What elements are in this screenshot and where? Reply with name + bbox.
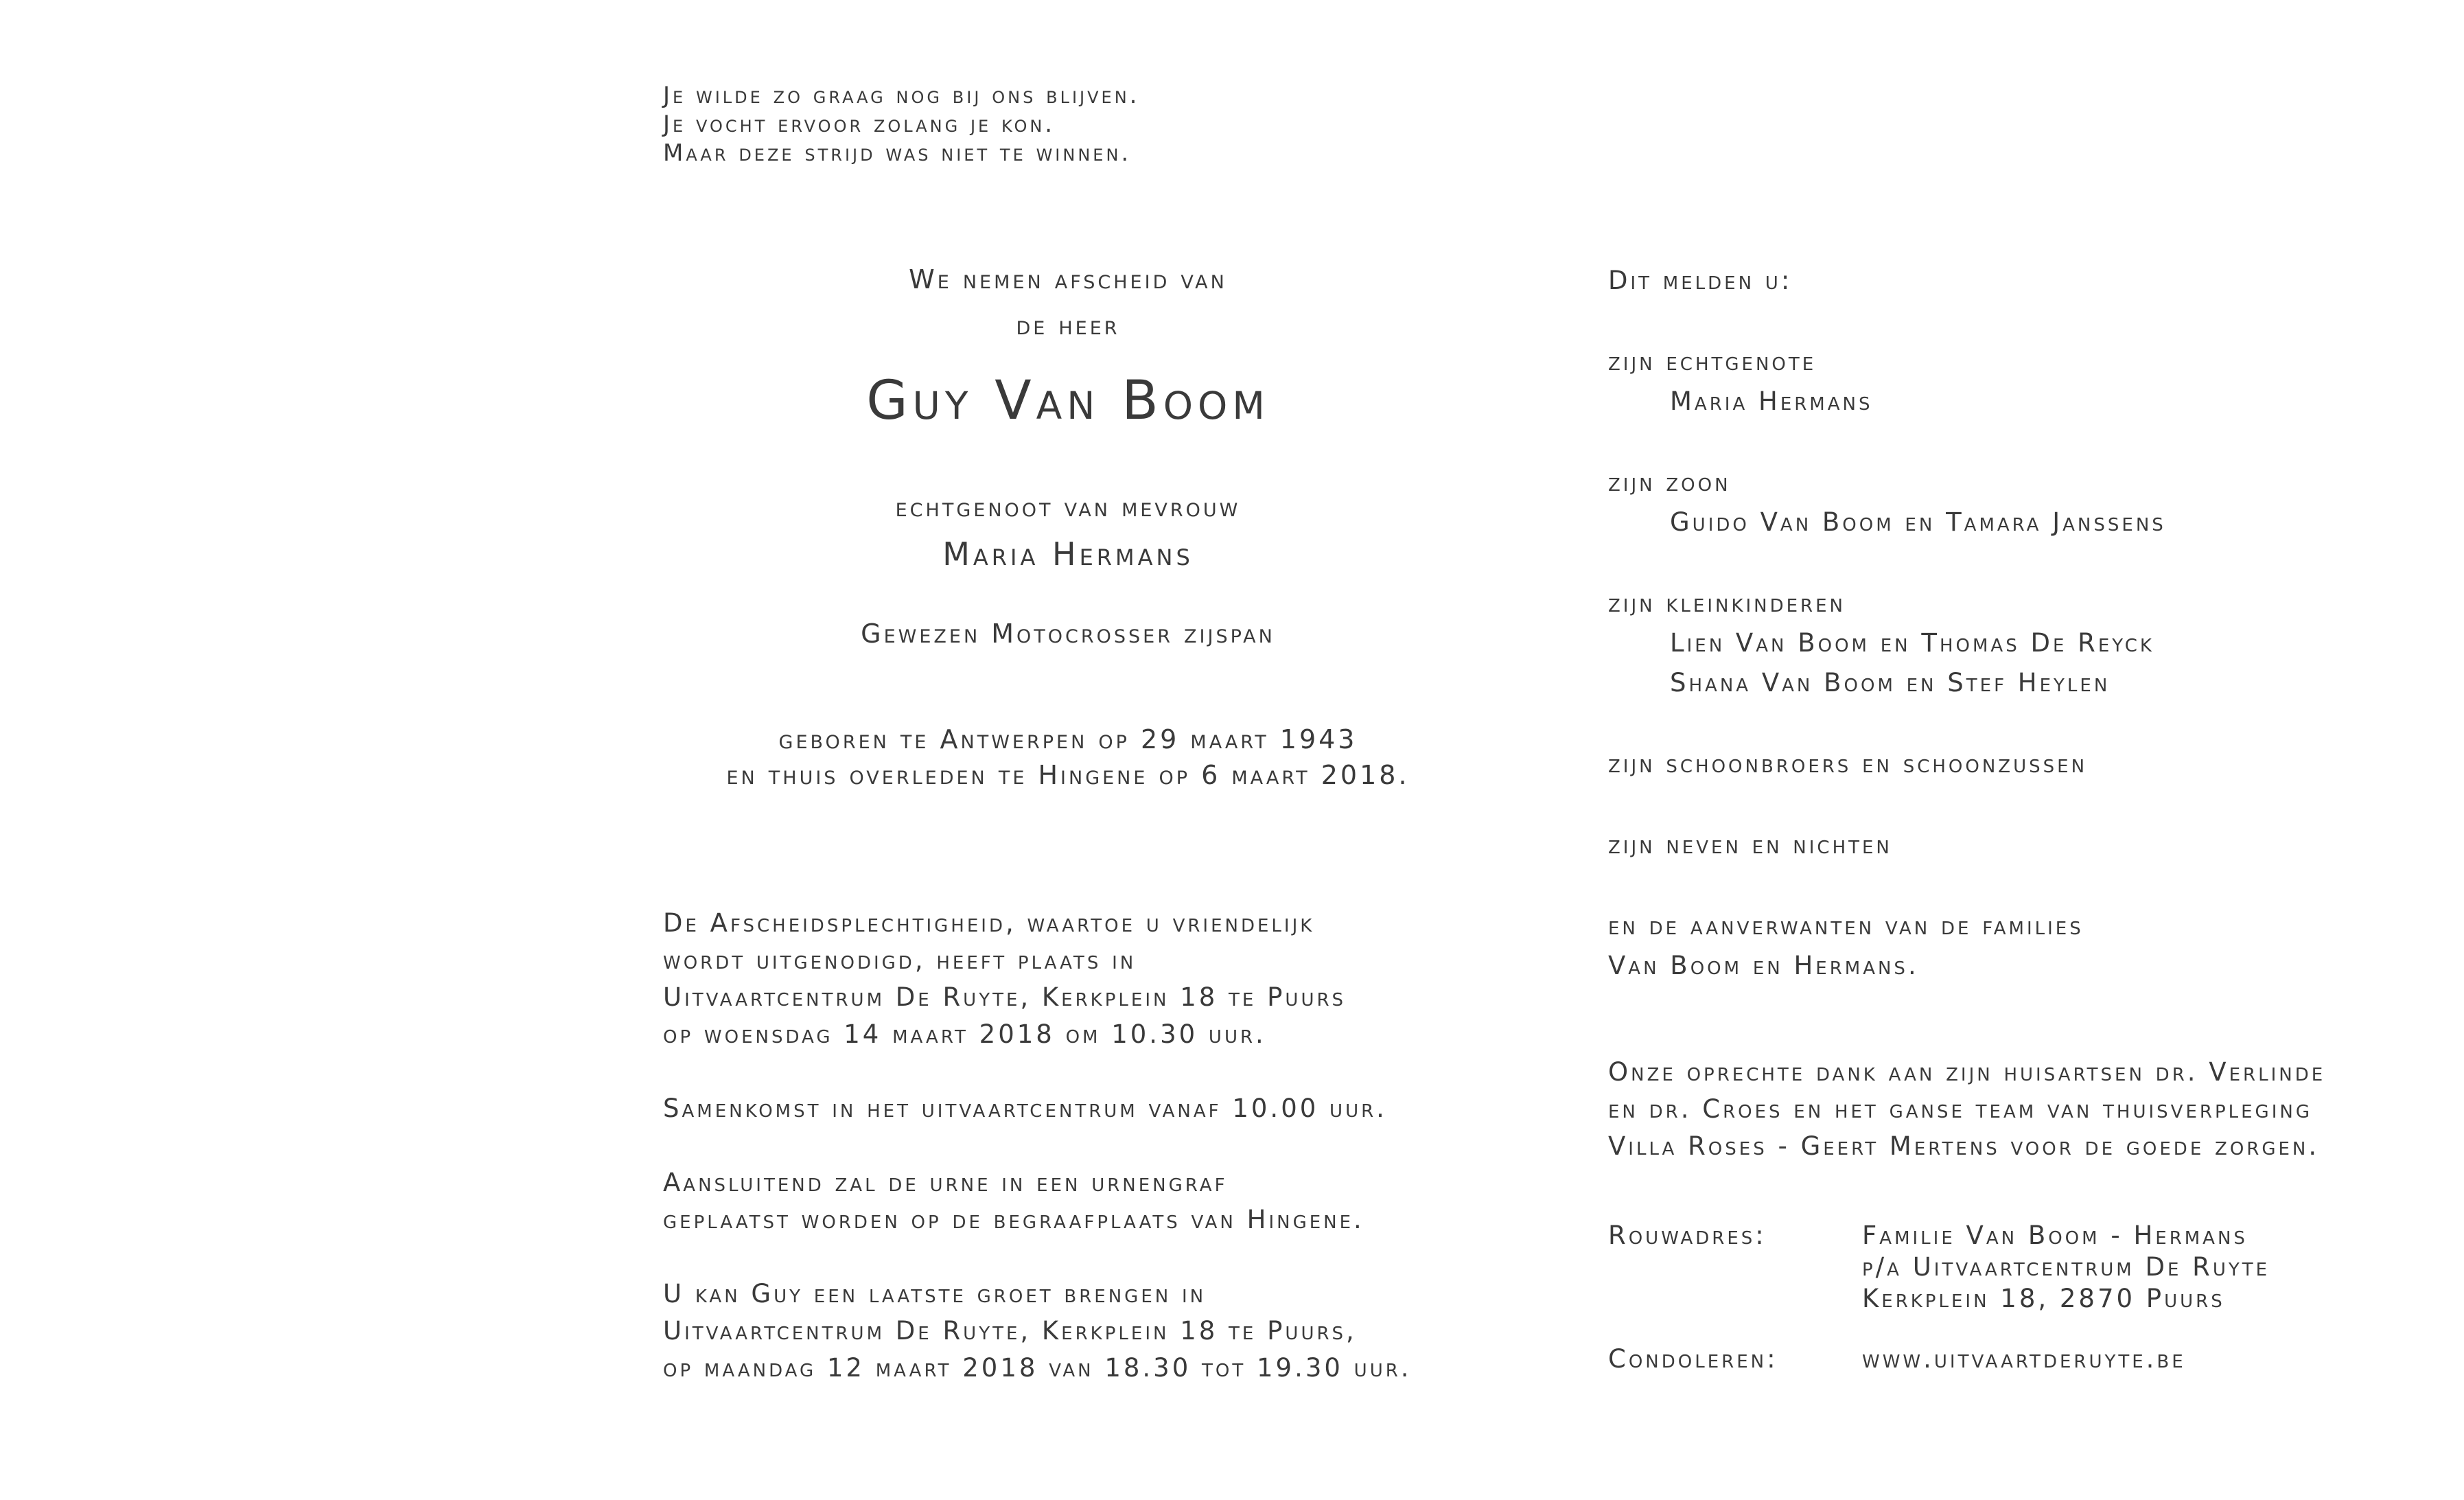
grandchildren-group xyxy=(1608,584,2432,703)
ceremony-line: geplaatst worden op de begraafplaats van Hingene. xyxy=(663,1205,1364,1234)
visitation-paragraph xyxy=(663,1276,1412,1387)
poem-line: Maar deze strijd was niet te winnen. xyxy=(663,139,1132,167)
ceremony-line: op maandag 12 maart 2018 van 18.30 tot 19.30 uur. xyxy=(663,1353,1412,1383)
wife-label: zijn echtgenote xyxy=(1608,347,1817,376)
ceremony-line: Samenkomst in het uitvaartcentrum vanaf 10.00 uur. xyxy=(663,1094,1387,1123)
ceremony-line: Uitvaartcentrum De Ruyte, Kerkplein 18 te Puurs xyxy=(663,982,1347,1012)
death-info: en thuis overleden te Hingene op 6 maart 2018. xyxy=(726,760,1410,790)
wife-group xyxy=(1608,342,2432,422)
spouse-name: Maria Hermans xyxy=(942,535,1194,573)
poem-line: Je vocht ervoor zolang je kon. xyxy=(663,111,1056,138)
address-line: Kerkplein 18, 2870 Puurs xyxy=(1862,1284,2225,1313)
relatives-group xyxy=(1608,906,2432,986)
farewell-text: We nemen afscheid van xyxy=(909,264,1227,295)
ceremony-line: U kan Guy een laatste groet brengen in xyxy=(663,1279,1207,1308)
ceremony-line: Uitvaartcentrum De Ruyte, Kerkplein 18 te Puurs, xyxy=(663,1316,1357,1346)
relatives-families: Van Boom en Hermans. xyxy=(1608,951,1919,980)
gathering-paragraph xyxy=(663,1090,1412,1127)
poem xyxy=(663,81,1139,168)
thanks-line: Villa Roses - Geert Mertens voor de goede zorgen. xyxy=(1608,1131,2320,1161)
son-label: zijn zoon xyxy=(1608,468,1731,497)
ceremony-line: op woensdag 14 maart 2018 om 10.30 uur. xyxy=(663,1019,1266,1049)
son-group xyxy=(1608,463,2432,542)
deceased-name: Guy Van Boom xyxy=(866,370,1270,432)
cousins-text: zijn neven en nichten xyxy=(1608,830,1892,859)
cousins-group xyxy=(1608,825,2432,865)
announcers xyxy=(1608,261,2432,1027)
ceremony-line: Aansluitend zal de urne in een urnengraf xyxy=(663,1168,1228,1197)
grandchildren-label: zijn kleinkinderen xyxy=(1608,588,1846,618)
condolence-label: Condoleren: xyxy=(1608,1344,1778,1374)
inlaws-group xyxy=(1608,744,2432,784)
grandchild-name: Lien Van Boom en Thomas De Reyck xyxy=(1670,628,2154,658)
condolence-website-link[interactable]: www.uitvaartderuyte.be xyxy=(1862,1344,2186,1374)
relatives-text: en de aanverwanten van de families xyxy=(1608,911,2084,941)
son-name: Guido Van Boom en Tamara Janssens xyxy=(1670,507,2166,537)
address-line: Familie Van Boom - Hermans xyxy=(1862,1221,2248,1250)
inlaws-text: zijn schoonbroers en schoonzussen xyxy=(1608,749,2088,778)
thanks-line: en dr. Croes en het ganse team van thuisverpleging xyxy=(1608,1094,2312,1124)
announcers-heading: Dit melden u: xyxy=(1608,266,1793,295)
address-line: p/a Uitvaartcentrum De Ruyte xyxy=(1862,1252,2270,1282)
thanks-block xyxy=(1608,1054,2325,1165)
ceremony-paragraph xyxy=(663,905,1412,1053)
grandchild-name: Shana Van Boom en Stef Heylen xyxy=(1670,668,2111,697)
wife-name: Maria Hermans xyxy=(1670,386,1873,416)
honorific: de heer xyxy=(1016,310,1120,341)
thanks-line: Onze oprechte dank aan zijn huisartsen dr. Verlinde xyxy=(1608,1057,2326,1087)
ceremony-line: De Afscheidsplechtigheid, waartoe u vriendelijk xyxy=(663,908,1315,938)
ceremony-info xyxy=(663,905,1412,1424)
ceremony-line: wordt uitgenodigd, heeft plaats in xyxy=(663,945,1137,975)
occupation: Gewezen Motocrosser zijspan xyxy=(861,619,1275,649)
urn-paragraph xyxy=(663,1164,1412,1238)
spouse-of-text: echtgenoot van mevrouw xyxy=(895,492,1241,522)
address-label: Rouwadres: xyxy=(1608,1221,1767,1250)
announcers-heading-group xyxy=(1608,261,2432,301)
poem-line: Je wilde zo graag nog bij ons blijven. xyxy=(663,82,1140,109)
birth-info: geboren te Antwerpen op 29 maart 1943 xyxy=(778,724,1358,754)
